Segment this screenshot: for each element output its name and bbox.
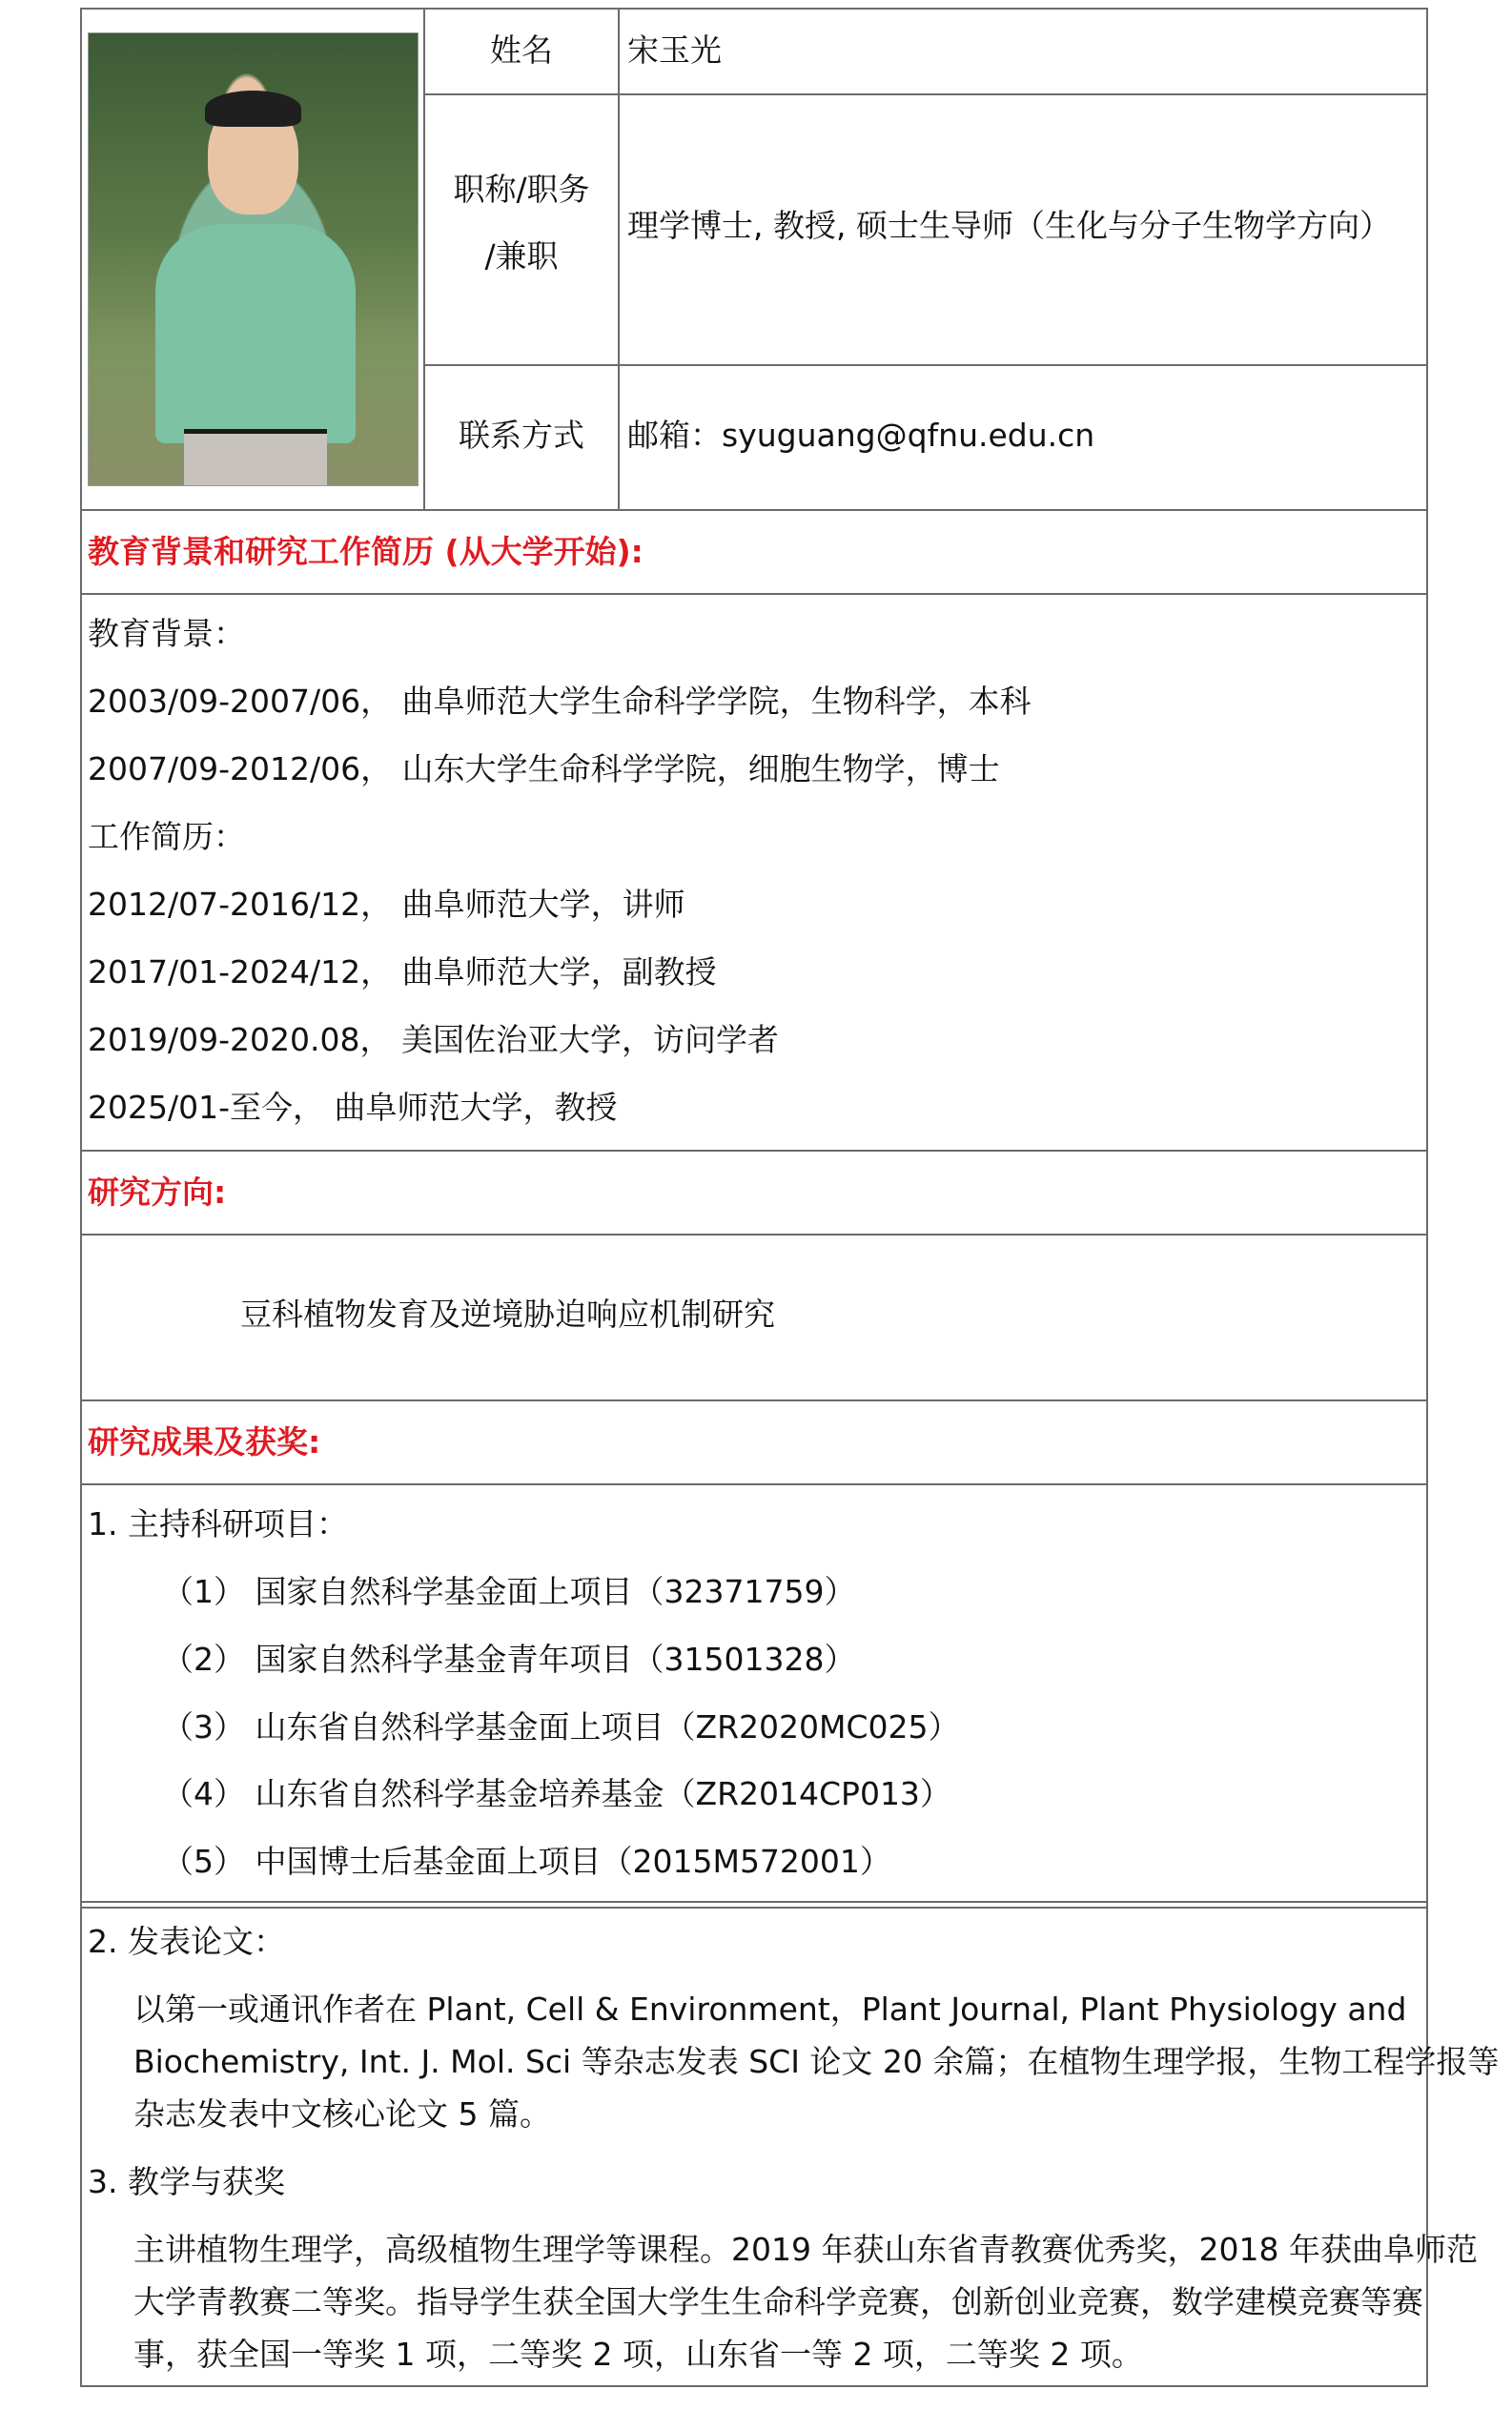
teaching-line: 大学青教赛二等奖。指导学生获全国大学生生命科学竞赛，创新创业竞赛，数学建模竞赛等赛 bbox=[133, 2283, 1423, 2320]
rule-bottom bbox=[80, 2385, 1428, 2387]
teaching-line: 主讲植物生理学，高级植物生理学等课程。2019 年获山东省青教赛优秀奖，2018 年获曲阜师范 bbox=[133, 2231, 1478, 2268]
title-label-line2: /兼职 bbox=[484, 237, 559, 275]
education-line: 2003/09-2007/06， 曲阜师范大学生命科学学院，生物科学，本科 bbox=[88, 683, 1032, 720]
rule-ach-heading bbox=[80, 1483, 1428, 1485]
work-line: 2017/01-2024/12， 曲阜师范大学，副教授 bbox=[88, 953, 717, 991]
rule-name bbox=[423, 93, 1428, 95]
papers-line: 以第一或通讯作者在 Plant, Cell & Environment，Plant Journal, Plant Physiology and bbox=[133, 1991, 1407, 2028]
name-value: 宋玉光 bbox=[627, 31, 722, 69]
papers-line: Biochemistry, Int. J. Mol. Sci 等杂志发表 SCI 论文 20 余篇；在植物生理学报，生物工程学报等 bbox=[133, 2043, 1500, 2080]
rule-research-heading bbox=[80, 1234, 1428, 1236]
education-line: 教育背景： bbox=[88, 615, 245, 652]
rule-edu-body bbox=[80, 1150, 1428, 1152]
contact-value: 邮箱：syuguang@qfnu.edu.cn bbox=[627, 417, 1095, 454]
teaching-title: 3. 教学与获奖 bbox=[88, 2163, 285, 2200]
rule-projects-2 bbox=[80, 1907, 1428, 1909]
rule-edu-heading bbox=[80, 593, 1428, 595]
project-item: （5） 中国博士后基金面上项目（2015M572001） bbox=[162, 1843, 891, 1880]
profile-photo bbox=[88, 32, 419, 486]
projects-title: 1. 主持科研项目： bbox=[88, 1505, 348, 1542]
rule-top bbox=[80, 8, 1428, 10]
photo-shirt bbox=[155, 224, 356, 443]
teaching-line: 事，获全国一等奖 1 项，二等奖 2 项，山东省一等 2 项，二等奖 2 项。 bbox=[133, 2336, 1143, 2373]
photo-pants bbox=[184, 434, 327, 485]
work-line: 2012/07-2016/12， 曲阜师范大学，讲师 bbox=[88, 886, 685, 923]
work-history-title: 工作简历： bbox=[88, 818, 245, 855]
rule-title bbox=[423, 364, 1428, 366]
project-item: （4） 山东省自然科学基金培养基金（ZR2014CP013） bbox=[162, 1775, 951, 1812]
papers-title: 2. 发表论文： bbox=[88, 1923, 285, 1960]
education-line: 2007/09-2012/06， 山东大学生命科学学院，细胞生物学，博士 bbox=[88, 750, 1000, 787]
title-value: 理学博士, 教授, 硕士生导师（生化与分子生物学方向） bbox=[627, 207, 1391, 244]
rule-research-body bbox=[80, 1399, 1428, 1401]
education-heading: 教育背景和研究工作简历 (从大学开始): bbox=[88, 533, 644, 570]
research-text: 豆科植物发育及逆境胁迫响应机制研究 bbox=[240, 1296, 775, 1333]
papers-line: 杂志发表中文核心论文 5 篇。 bbox=[133, 2095, 551, 2133]
rule-header-bottom bbox=[80, 509, 1428, 511]
rule-projects bbox=[80, 1901, 1428, 1903]
work-line: 2019/09-2020.08， 美国佐治亚大学，访问学者 bbox=[88, 1021, 779, 1058]
achievements-heading: 研究成果及获奖: bbox=[88, 1423, 321, 1460]
name-label: 姓名 bbox=[490, 31, 553, 69]
table-border-left bbox=[80, 8, 82, 2387]
project-item: （1） 国家自然科学基金面上项目（32371759） bbox=[162, 1573, 856, 1610]
research-heading: 研究方向: bbox=[88, 1174, 227, 1211]
photo-hair bbox=[205, 91, 301, 127]
divider-label bbox=[618, 8, 620, 509]
project-item: （2） 国家自然科学基金青年项目（31501328） bbox=[162, 1641, 856, 1678]
contact-label: 联系方式 bbox=[459, 417, 584, 454]
title-label-line1: 职称/职务 bbox=[453, 171, 590, 208]
work-line: 2025/01-至今， 曲阜师范大学，教授 bbox=[88, 1089, 618, 1126]
project-item: （3） 山东省自然科学基金面上项目（ZR2020MC025） bbox=[162, 1708, 960, 1746]
